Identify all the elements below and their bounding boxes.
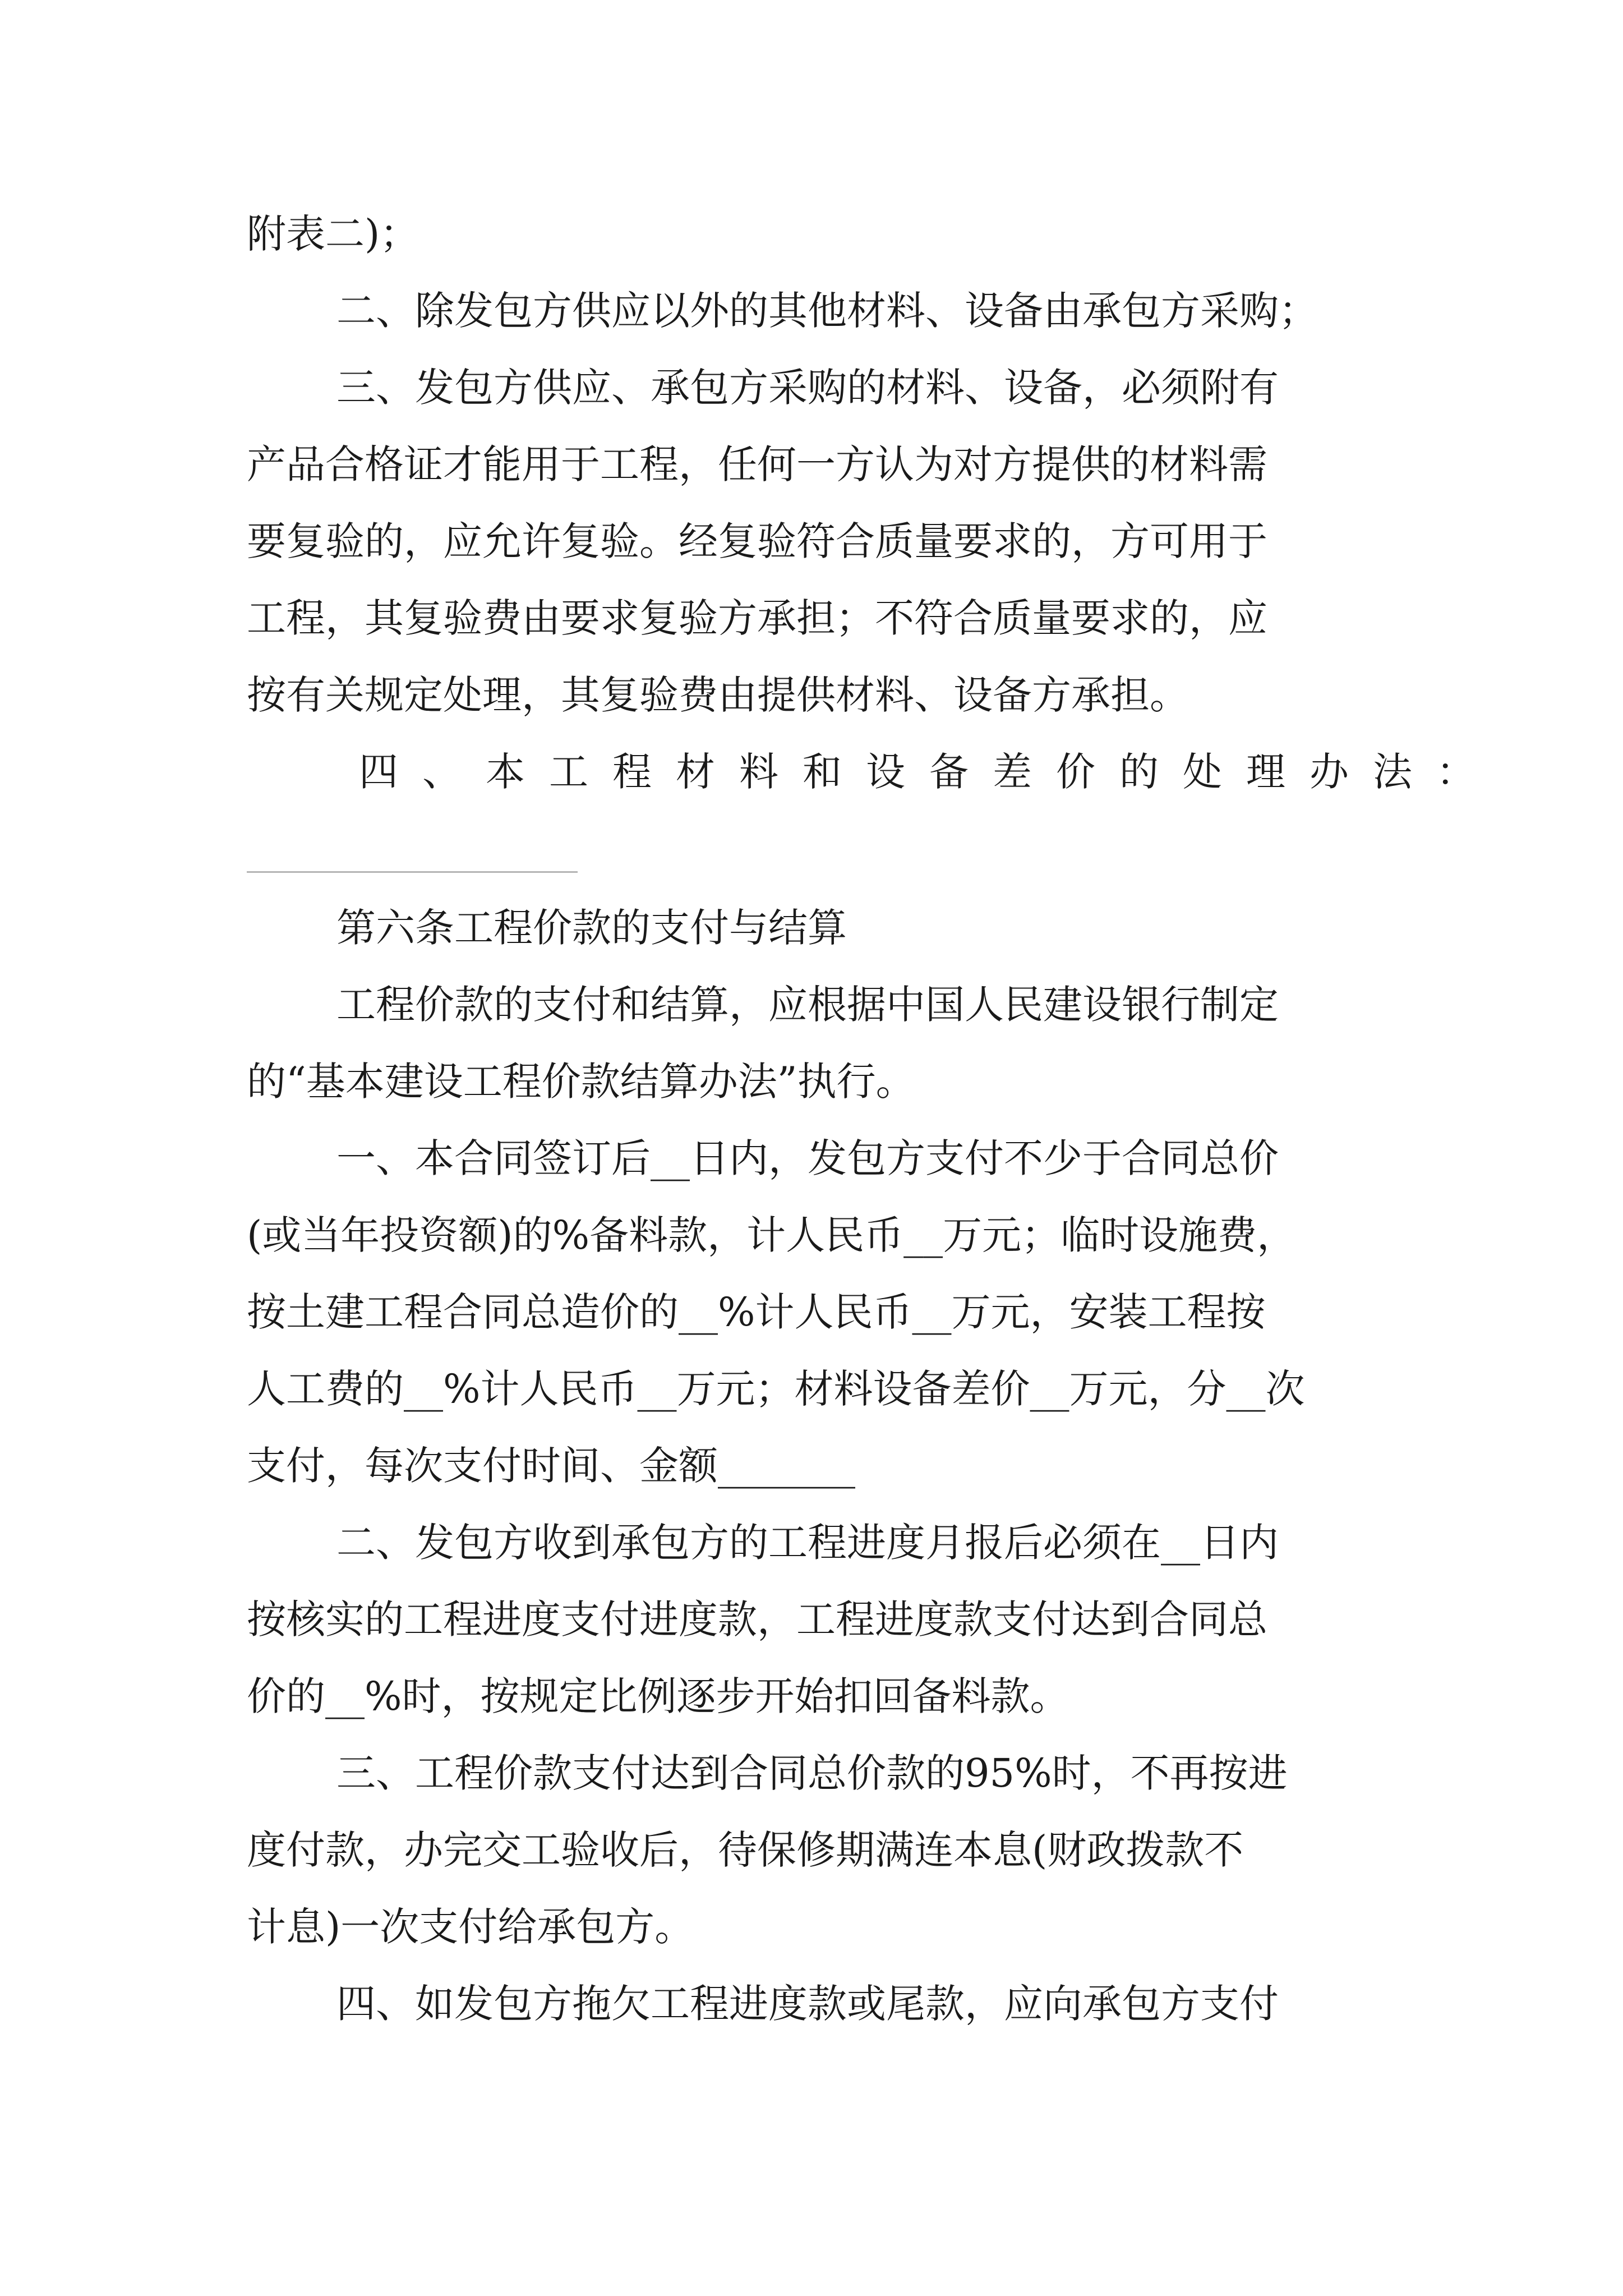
separator-rule [247,871,578,873]
text-line: 按土建工程合同总造价的__%计人民币__万元，安装工程按 [247,1289,1266,1335]
text-line: 产品合格证才能用于工程，任何一方认为对方提供的材料需 [247,441,1267,487]
section-heading: 第六条工程价款的支付与结算 [336,905,847,951]
text-line: 二、除发包方供应以外的其他材料、设备由承包方采购； [336,288,1318,334]
text-line: 按有关规定处理，其复验费由提供材料、设备方承担。 [247,672,1189,718]
text-line: 的“基本建设工程价款结算办法”执行。 [247,1059,915,1105]
text-line: 二、发包方收到承包方的工程进度月报后必须在__日内 [336,1520,1279,1566]
text-line: 工程价款的支付和结算，应根据中国人民建设银行制定 [336,982,1279,1028]
text-line: 一、本合同签订后__日内，发包方支付不少于合同总价 [336,1135,1279,1181]
text-line: 要复验的，应允许复验。经复验符合质量要求的，方可用于 [247,518,1267,564]
text-line: 计息)一次支付给承包方。 [247,1904,694,1950]
text-line: (或当年投资额)的%备料款，计人民币__万元；临时设施费， [247,1212,1297,1258]
text-line: 度付款，办完交工验收后，待保修期满连本息(财政拨款不 [247,1827,1244,1873]
text-line: 三、发包方供应、承包方采购的材料、设备，必须附有 [336,365,1279,411]
text-line: 价的__%时，按规定比例逐步开始扣回备料款。 [247,1673,1069,1719]
text-line: 按核实的工程进度支付进度款，工程进度款支付达到合同总 [247,1596,1267,1642]
text-line: 人工费的__%计人民币__万元；材料设备差价__万元，分__次 [247,1366,1305,1412]
text-line: 支付，每次支付时间、金额_______ [247,1443,855,1489]
text-line: 四、本工程材料和设备差价的处理办法： [359,749,1500,795]
text-line: 四、如发包方拖欠工程进度款或尾款，应向承包方支付 [336,1981,1279,2027]
text-line: 附表二)； [247,211,419,257]
text-line: 工程，其复验费由要求复验方承担；不符合质量要求的，应 [247,595,1267,641]
text-line: 三、工程价款支付达到合同总价款的95%时，不再按进 [336,1750,1288,1796]
